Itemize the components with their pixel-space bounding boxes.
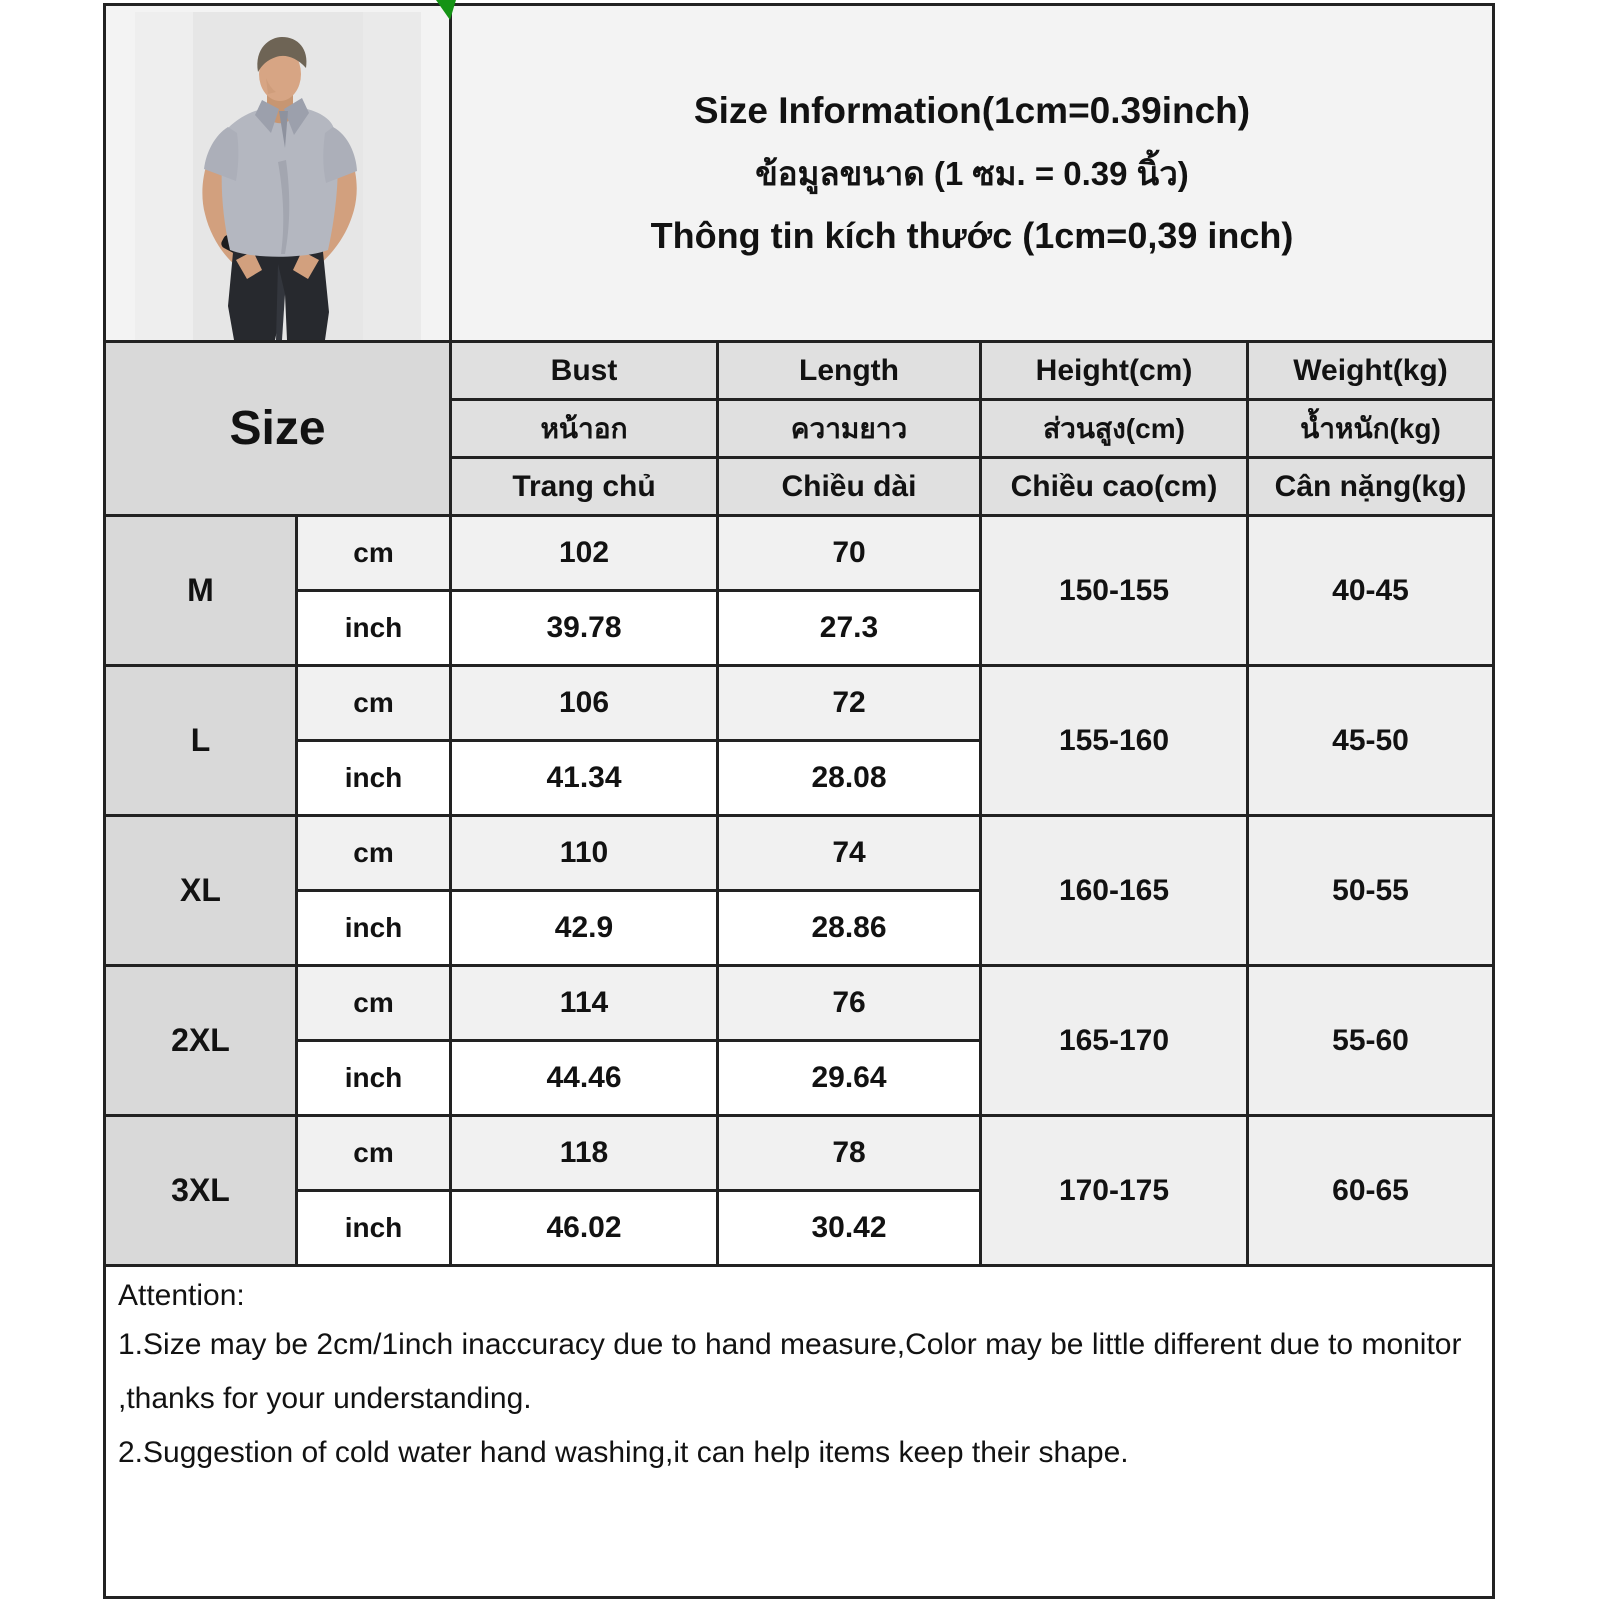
row-l-cm xyxy=(105,666,1494,741)
unit-cm: cm xyxy=(297,666,451,741)
length-cm-value: 74 xyxy=(718,816,981,891)
row-xl-cm xyxy=(105,816,1494,891)
height-range: 165-170 xyxy=(981,966,1248,1116)
product-photo-cell xyxy=(105,5,451,342)
length-inch-value: 30.42 xyxy=(718,1191,981,1266)
length-cm-value: 78 xyxy=(718,1116,981,1191)
size-label-2xl: 2XL xyxy=(105,966,297,1116)
title-cell xyxy=(451,5,1494,342)
length-inch-value: 27.3 xyxy=(718,591,981,666)
size-label-xl: XL xyxy=(105,816,297,966)
unit-inch: inch xyxy=(297,741,451,816)
title-thai: ข้อมูลขนาด (1 ซม. = 0.39 นิ้ว) xyxy=(755,154,1189,192)
col-header-bust-en: Bust xyxy=(451,342,718,400)
size-label-m: M xyxy=(105,516,297,666)
attention-section xyxy=(105,1266,1494,1598)
size-label-3xl: 3XL xyxy=(105,1116,297,1266)
unit-cm: cm xyxy=(297,516,451,591)
bust-cm-value: 110 xyxy=(451,816,718,891)
col-header-weight-vi: Cân nặng(kg) xyxy=(1248,458,1494,516)
height-range: 155-160 xyxy=(981,666,1248,816)
bust-inch-value: 46.02 xyxy=(451,1191,718,1266)
bust-inch-value: 39.78 xyxy=(451,591,718,666)
length-cm-value: 70 xyxy=(718,516,981,591)
height-range: 160-165 xyxy=(981,816,1248,966)
col-header-height-en: Height(cm) xyxy=(981,342,1248,400)
row-3xl-cm xyxy=(105,1116,1494,1191)
unit-cm: cm xyxy=(297,816,451,891)
weight-range: 55-60 xyxy=(1248,966,1494,1116)
col-header-length-en: Length xyxy=(718,342,981,400)
size-table xyxy=(103,3,1495,1599)
attention-note-2: 2.Suggestion of cold water hand washing,it can help items keep their shape. xyxy=(118,1436,1129,1469)
weight-range: 45-50 xyxy=(1248,666,1494,816)
man-in-gray-polo-photo xyxy=(135,12,421,340)
row-2xl-cm xyxy=(105,966,1494,1041)
col-header-height-vi: Chiều cao(cm) xyxy=(981,458,1248,516)
size-label-l: L xyxy=(105,666,297,816)
col-header-height-th: ส่วนสูง(cm) xyxy=(981,400,1248,458)
col-header-length-th: ความยาว xyxy=(718,400,981,458)
size-header: Size xyxy=(105,342,451,516)
length-inch-value: 28.86 xyxy=(718,891,981,966)
bust-cm-value: 102 xyxy=(451,516,718,591)
title-vietnamese: Thông tin kích thước (1cm=0,39 inch) xyxy=(650,214,1294,256)
bust-cm-value: 118 xyxy=(451,1116,718,1191)
row-m-cm xyxy=(105,516,1494,591)
bust-inch-value: 41.34 xyxy=(451,741,718,816)
attention-cell xyxy=(105,1266,1494,1598)
bust-inch-value: 44.46 xyxy=(451,1041,718,1116)
bust-inch-value: 42.9 xyxy=(451,891,718,966)
title-english: Size Information(1cm=0.39inch) xyxy=(693,89,1251,131)
top-section xyxy=(105,5,1494,342)
weight-range: 60-65 xyxy=(1248,1116,1494,1266)
unit-inch: inch xyxy=(297,891,451,966)
height-range: 150-155 xyxy=(981,516,1248,666)
attention-note-1: 1.Size may be 2cm/1inch inaccuracy due to hand measure,Color may be little different due to monitor ,thanks for your understanding. xyxy=(118,1328,1462,1415)
col-header-length-vi: Chiều dài xyxy=(718,458,981,516)
unit-cm: cm xyxy=(297,1116,451,1191)
length-cm-value: 76 xyxy=(718,966,981,1041)
col-header-weight-th: น้ำหนัก(kg) xyxy=(1248,400,1494,458)
bust-cm-value: 106 xyxy=(451,666,718,741)
col-header-weight-en: Weight(kg) xyxy=(1248,342,1494,400)
product-photo xyxy=(135,12,421,340)
size-chart-sheet xyxy=(103,3,1492,1599)
height-range: 170-175 xyxy=(981,1116,1248,1266)
attention-heading: Attention: xyxy=(118,1279,245,1312)
weight-range: 40-45 xyxy=(1248,516,1494,666)
col-header-bust-th: หน้าอก xyxy=(451,400,718,458)
unit-inch: inch xyxy=(297,591,451,666)
length-cm-value: 72 xyxy=(718,666,981,741)
bust-cm-value: 114 xyxy=(451,966,718,1041)
weight-range: 50-55 xyxy=(1248,816,1494,966)
length-inch-value: 29.64 xyxy=(718,1041,981,1116)
header-row-english xyxy=(105,342,1494,400)
length-inch-value: 28.08 xyxy=(718,741,981,816)
unit-cm: cm xyxy=(297,966,451,1041)
col-header-bust-vi: Trang chủ xyxy=(451,458,718,516)
unit-inch: inch xyxy=(297,1041,451,1116)
unit-inch: inch xyxy=(297,1191,451,1266)
